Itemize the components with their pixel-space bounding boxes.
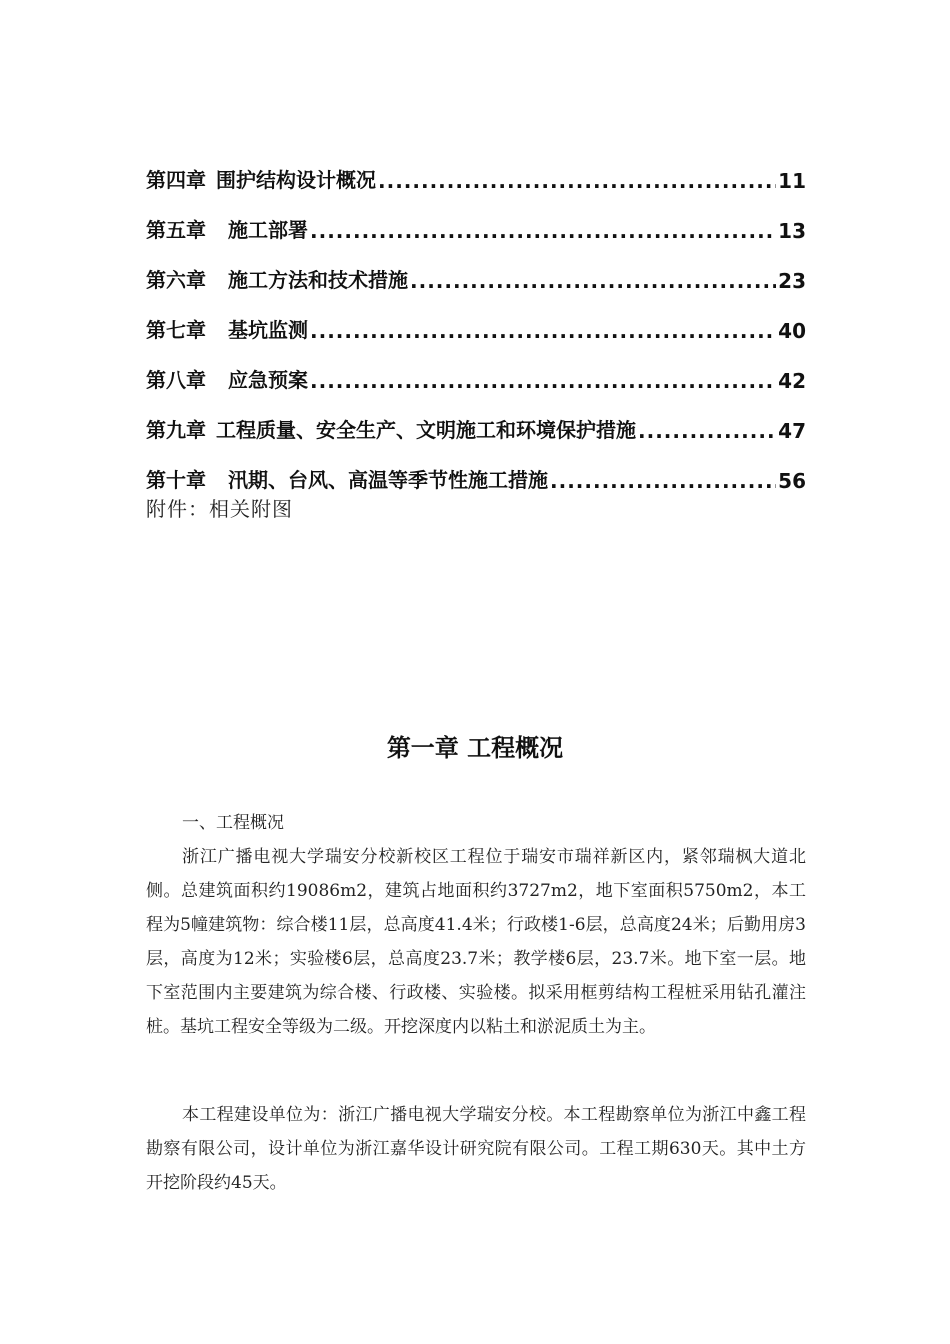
toc-entry-chapter-5[interactable] — [146, 193, 806, 243]
toc-chapter-title: 施工方法和技术措施 — [228, 268, 408, 292]
toc-page-number: 13 — [778, 219, 806, 243]
toc-entry-chapter-4[interactable] — [146, 143, 806, 193]
toc-chapter-title: 围护结构设计概况 — [216, 168, 376, 192]
chapter-title: 第一章 工程概况 — [386, 734, 564, 762]
toc-chapter-number: 第十章 — [146, 468, 206, 492]
toc-page-number: 11 — [778, 169, 806, 193]
toc-chapter-title: 基坑监测 — [228, 318, 308, 342]
toc-page-number: 47 — [778, 419, 806, 443]
toc-dot-leader — [310, 319, 776, 343]
toc-page-number: 40 — [778, 319, 806, 343]
toc-chapter-number: 第七章 — [146, 318, 206, 342]
toc-chapter-title: 应急预案 — [228, 368, 308, 392]
table-of-contents — [146, 143, 806, 493]
toc-chapter-number: 第九章 — [146, 418, 206, 442]
toc-entry-chapter-9[interactable] — [146, 393, 806, 443]
toc-chapter-number: 第六章 — [146, 268, 206, 292]
toc-chapter-number: 第五章 — [146, 218, 206, 242]
toc-chapter-number: 第四章 — [146, 168, 206, 192]
toc-dot-leader — [550, 469, 776, 493]
toc-page-number: 23 — [778, 269, 806, 293]
toc-dot-leader — [310, 219, 776, 243]
body-paragraph: 浙江广播电视大学瑞安分校新校区工程位于瑞安市瑞祥新区内，紧邻瑞枫大道北侧。总建筑面积约19086m2，建筑占地面积约3727m2，地下室面积5750m2，本工程为5幢建筑物：综合楼11层，总高度41.4米；行政楼1-6层，总高度24米；后勤用房3层，高度为12米；实验楼6层，总高度23.7米；教学楼6层，23.7米。地下室一层。地下室范围内主要建筑为综合楼、行政楼、实验楼。拟采用框剪结构工程桩采用钻孔灌注桩。基坑工程安全等级为二级。开挖深度内以粘土和淤泥质土为主。 — [146, 847, 806, 1037]
toc-chapter-title: 施工部署 — [228, 218, 308, 242]
toc-entry-chapter-7[interactable] — [146, 293, 806, 343]
toc-chapter-title: 汛期、台风、高温等季节性施工措施 — [228, 468, 548, 492]
appendix-line: 附件：相关附图 — [146, 497, 293, 521]
toc-entry-chapter-6[interactable] — [146, 243, 806, 293]
toc-page-number: 42 — [778, 369, 806, 393]
toc-page-number: 56 — [778, 469, 806, 493]
toc-dot-leader — [378, 169, 776, 193]
toc-dot-leader — [638, 419, 776, 443]
toc-entry-chapter-10[interactable] — [146, 443, 806, 493]
body-paragraph: 本工程建设单位为：浙江广播电视大学瑞安分校。本工程勘察单位为浙江中鑫工程勘察有限公司，设计单位为浙江嘉华设计研究院有限公司。工程工期630天。其中土方开挖阶段约45天。 — [146, 1105, 806, 1193]
toc-dot-leader — [410, 269, 776, 293]
toc-chapter-title: 工程质量、安全生产、文明施工和环境保护措施 — [216, 418, 636, 442]
section-heading: 一、工程概况 — [182, 813, 284, 833]
toc-entry-chapter-8[interactable] — [146, 343, 806, 393]
toc-dot-leader — [310, 369, 776, 393]
toc-chapter-number: 第八章 — [146, 368, 206, 392]
